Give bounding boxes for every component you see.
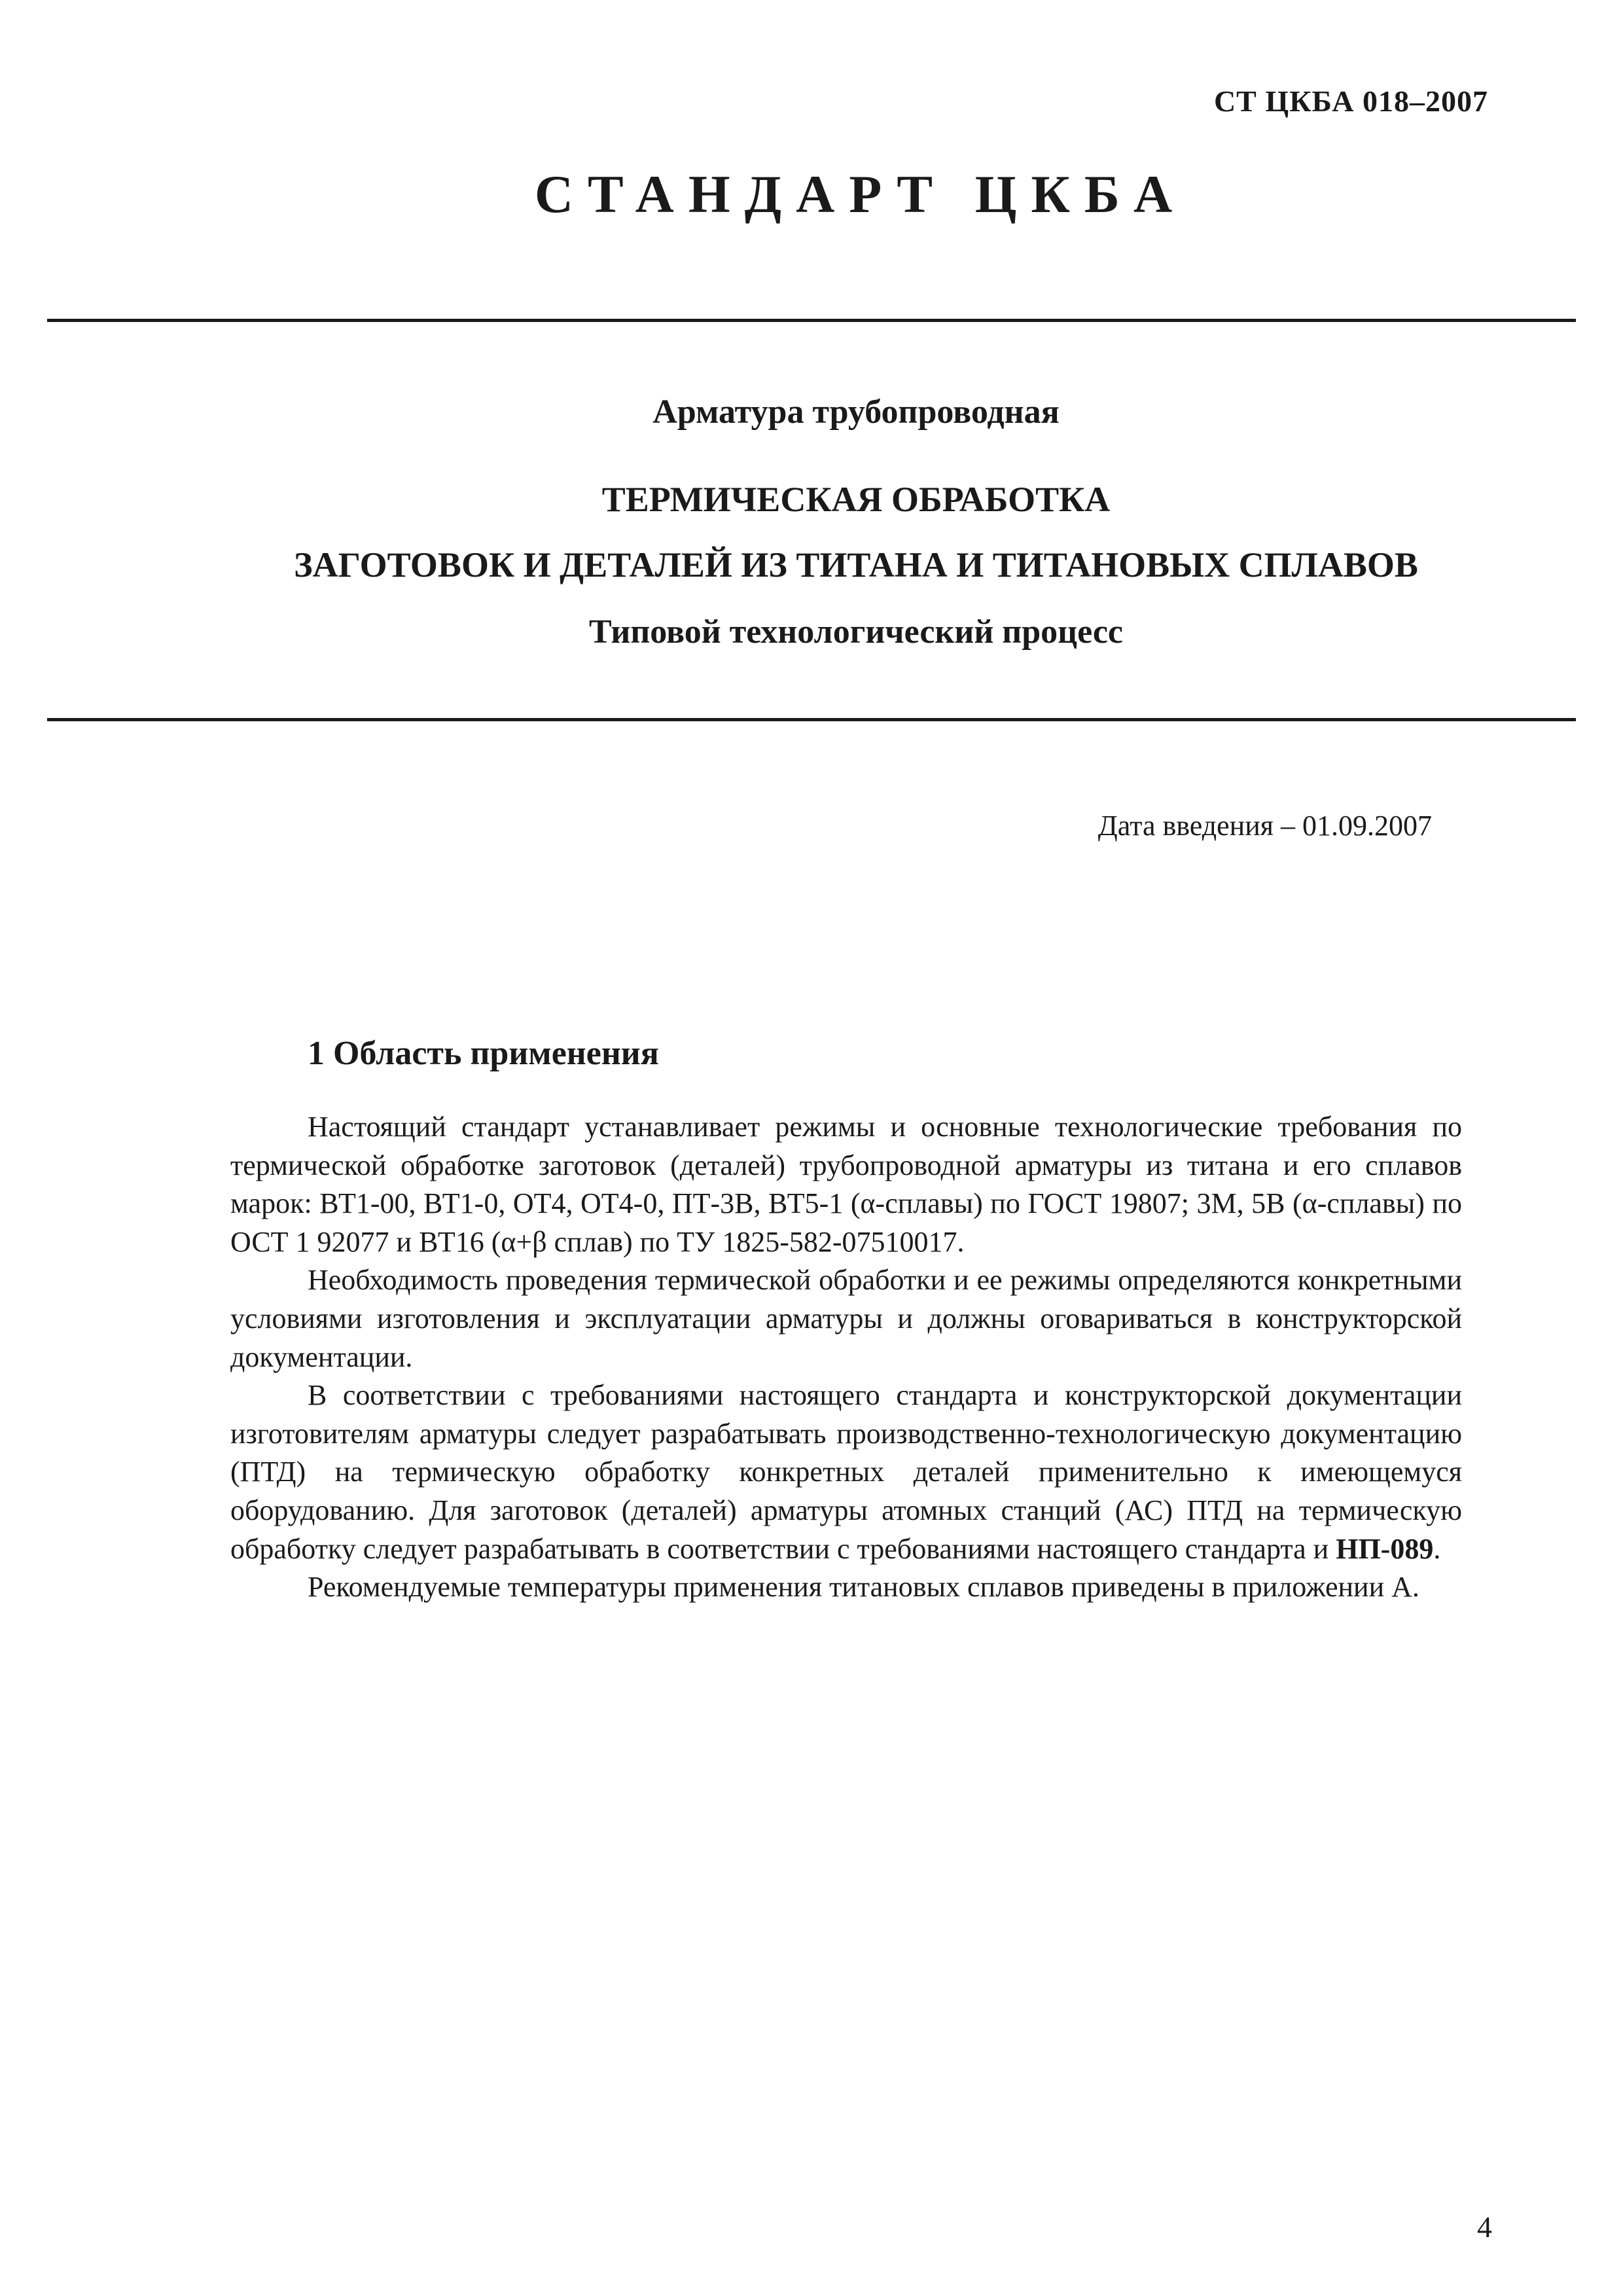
standard-title: СТАНДАРТ ЦКБА <box>534 164 1187 224</box>
paragraph-1: Настоящий стандарт устанавливает режимы и основные технологические требования по термической обработке заготовок (деталей) трубопроводной арматуры из титана и его сплавов марок: ВТ1-00, ВТ1-0, ОТ4, ОТ4-0, ПТ-3В, ВТ5-1 (α-сплавы) по ГОСТ 19807; 3М, 5В (α-сплавы) по ОСТ 1 92077 и ВТ16 (α+β сплав) по ТУ 1825-582-07510017. <box>230 1111 1462 1258</box>
introduction-date: Дата введения – 01.09.2007 <box>1097 810 1432 842</box>
page-number: 4 <box>1477 2210 1492 2244</box>
subtitle: Типовой технологический процесс <box>588 613 1124 651</box>
main-title-line-2: ЗАГОТОВОК И ДЕТАЛЕЙ ИЗ ТИТАНА И ТИТАНОВЫХ СПЛАВОВ <box>294 545 1418 584</box>
paragraph-3-text: В соответствии с требованиями настоящего стандарта и конструкторской документации изготовителям арматуры следует разрабатывать производственно-технологическую документацию (ПТД) на термическую обработку конкретных деталей применительно к имеющемуся оборудованию. Для заготовок (деталей) арматуры атомных станций (АС) ПТД на термическую обработку следует разрабатывать в соответствии с требованиями настоящего стандарта и <box>230 1379 1462 1565</box>
standard-reference: НП-089 <box>1336 1532 1434 1565</box>
document-code: СТ ЦКБА 018–2007 <box>1213 84 1488 118</box>
paragraph-2: Необходимость проведения термической обработки и ее режимы определяются конкретными условиями изготовления и эксплуатации арматуры и должны оговариваться в конструкторской документации. <box>230 1264 1462 1373</box>
category-title: Арматура трубопроводная <box>652 393 1060 431</box>
top-divider <box>47 319 1576 322</box>
section-heading: 1 Область применения <box>308 1035 659 1072</box>
bottom-divider <box>47 718 1576 721</box>
paragraph-3 <box>230 1376 1462 1568</box>
paragraph-3-end: . <box>1433 1532 1441 1565</box>
main-title-line-1: ТЕРМИЧЕСКАЯ ОБРАБОТКА <box>601 480 1111 519</box>
section-body <box>230 1108 1462 1607</box>
paragraph-4: Рекомендуемые температуры применения титановых сплавов приведены в приложении А. <box>308 1571 1419 1604</box>
